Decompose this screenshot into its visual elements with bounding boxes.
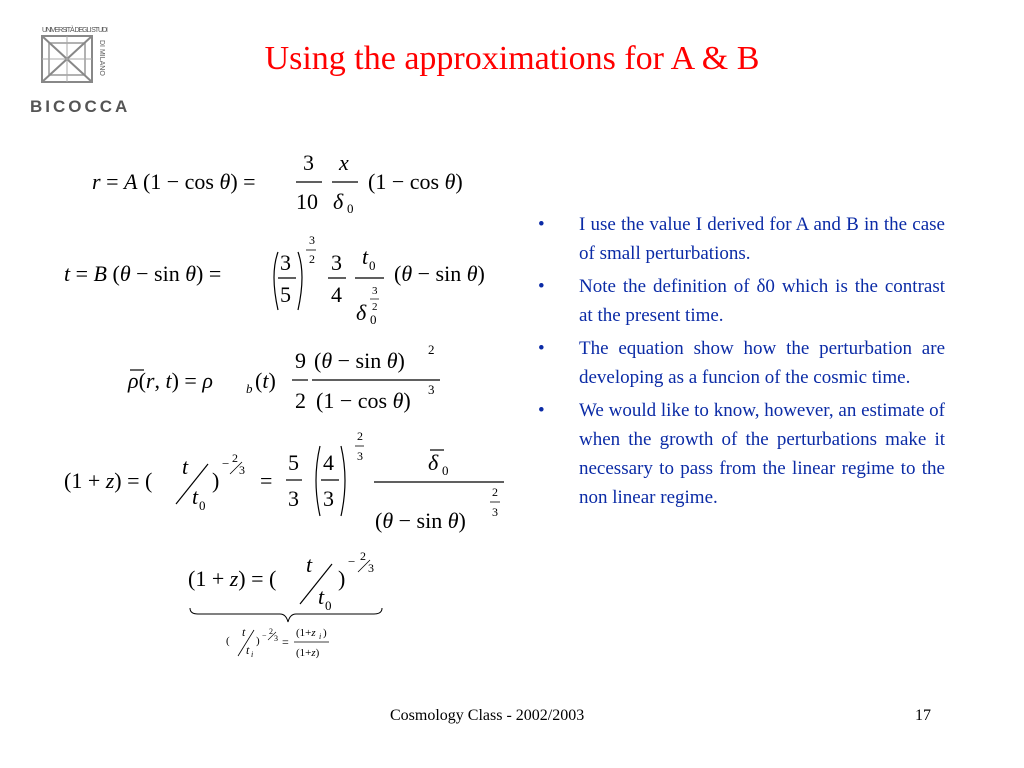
svg-text:(: ( [226,635,230,647]
svg-text:−: − [222,456,230,471]
bullet-item [538,396,945,512]
bullet-marker: • [538,214,545,235]
svg-text:(t): (t) [255,368,276,393]
svg-text:x: x [339,150,349,175]
svg-text:t: t [182,454,189,479]
svg-text:t: t [242,625,246,639]
bullet-marker: • [538,400,545,421]
svg-text:3: 3 [323,486,334,511]
svg-text:0: 0 [370,312,377,327]
svg-text:10: 10 [296,189,318,214]
svg-text:2: 2 [295,388,306,413]
svg-text:2: 2 [232,451,238,465]
svg-text:(1 − cos θ): (1 − cos θ) [368,169,463,194]
svg-text:3: 3 [428,382,435,397]
logo-side-text: DI MILANO [98,40,105,76]
svg-text:3: 3 [280,250,291,275]
svg-text:0: 0 [199,498,206,513]
svg-text:3: 3 [492,505,498,519]
svg-text:3: 3 [274,634,278,643]
svg-text:2: 2 [360,549,366,563]
bullet-text: The equation show how the perturbation are developing as a funcion of the cosmic time. [579,338,945,388]
svg-text:2: 2 [492,485,498,499]
svg-text:2: 2 [309,252,315,266]
svg-text:): ) [323,627,327,639]
svg-text:0: 0 [325,598,332,613]
svg-text:δ: δ [356,300,367,325]
svg-text:(1 + z) = (: (1 + z) = ( [188,566,277,591]
svg-text:2: 2 [428,342,435,357]
bullet-text: Note the definition of δ0 which is the contrast at the present time. [579,276,945,326]
footer-page-number: 17 [915,707,931,724]
bullet-marker: • [538,338,545,359]
bullet-item [538,210,945,268]
equation-t [64,234,524,339]
svg-text:9: 9 [295,348,306,373]
svg-text:b: b [246,381,253,396]
svg-text:2: 2 [372,301,378,313]
svg-text:3: 3 [288,486,299,511]
svg-text:): ) [338,566,346,591]
svg-text:(1 − cos θ): (1 − cos θ) [316,388,411,413]
svg-text:ρ(r, t) = ρ: ρ(r, t) = ρ [128,368,213,393]
svg-text:4: 4 [323,450,334,475]
equation-redshift-full [64,428,514,548]
svg-text:t: t [362,244,369,269]
svg-text:−: − [348,554,356,569]
svg-text:(θ − sin θ): (θ − sin θ) [375,508,466,533]
svg-text:2: 2 [357,429,363,443]
svg-text:(1 + z) = (: (1 + z) = ( [64,468,153,493]
svg-text:(θ − sin θ): (θ − sin θ) [314,348,405,373]
svg-text:=: = [260,468,273,493]
footer-course: Cosmology Class - 2002/2003 [390,707,585,724]
equation-r [92,148,492,233]
svg-text:3: 3 [239,463,245,477]
svg-text:0: 0 [442,463,449,478]
svg-text:t: t [306,552,313,577]
slide-title: Using the approximations for A & B [264,40,760,77]
bullet-text: I use the value I derived for A and B in the case of small perturbations. [579,214,945,264]
svg-text:(1+z): (1+z) [296,647,320,659]
bullet-item [538,272,945,330]
svg-text:2: 2 [269,627,273,636]
svg-text:i: i [251,650,254,659]
svg-text:3: 3 [357,449,363,463]
bullet-text: We would like to know, however, an estimate of when the growth of the perturbations make it necessary to pass from the linear regime to the non linear regime. [579,400,945,508]
svg-text:0: 0 [369,258,376,273]
svg-text:δ: δ [333,189,344,214]
svg-text:5: 5 [280,282,291,307]
svg-text:3: 3 [368,561,374,575]
svg-text:(θ − sin θ): (θ − sin θ) [394,261,485,286]
svg-text:3: 3 [372,285,378,297]
equation-rho [128,340,458,425]
bullet-list [538,210,945,516]
svg-text:t = B (θ − sin θ) =: t = B (θ − sin θ) = [64,261,222,286]
svg-text:δ: δ [428,450,439,475]
svg-text:=: = [282,635,289,649]
svg-text:4: 4 [331,282,342,307]
svg-text:(1+z: (1+z [296,627,316,639]
bullet-marker: • [538,276,545,297]
svg-text:t: t [318,584,325,609]
svg-text:t: t [192,484,199,509]
logo-arc-text: UNIVERSITÀ DEGLI STUDI [42,27,108,34]
svg-text:i: i [319,632,322,641]
svg-text:): ) [212,468,220,493]
svg-text:r = A (1 − cos θ) =: r = A (1 − cos θ) = [92,169,256,194]
svg-text:5: 5 [288,450,299,475]
svg-text:0: 0 [347,201,354,216]
svg-text:3: 3 [331,250,342,275]
svg-text:t: t [246,643,250,657]
svg-text:3: 3 [303,150,314,175]
svg-text:3: 3 [309,233,315,247]
logo-name: BICOCCA [30,97,131,116]
svg-text:): ) [256,635,260,647]
bullet-item [538,334,945,392]
equation-redshift-approx [188,550,428,685]
svg-text:−: − [262,631,267,640]
